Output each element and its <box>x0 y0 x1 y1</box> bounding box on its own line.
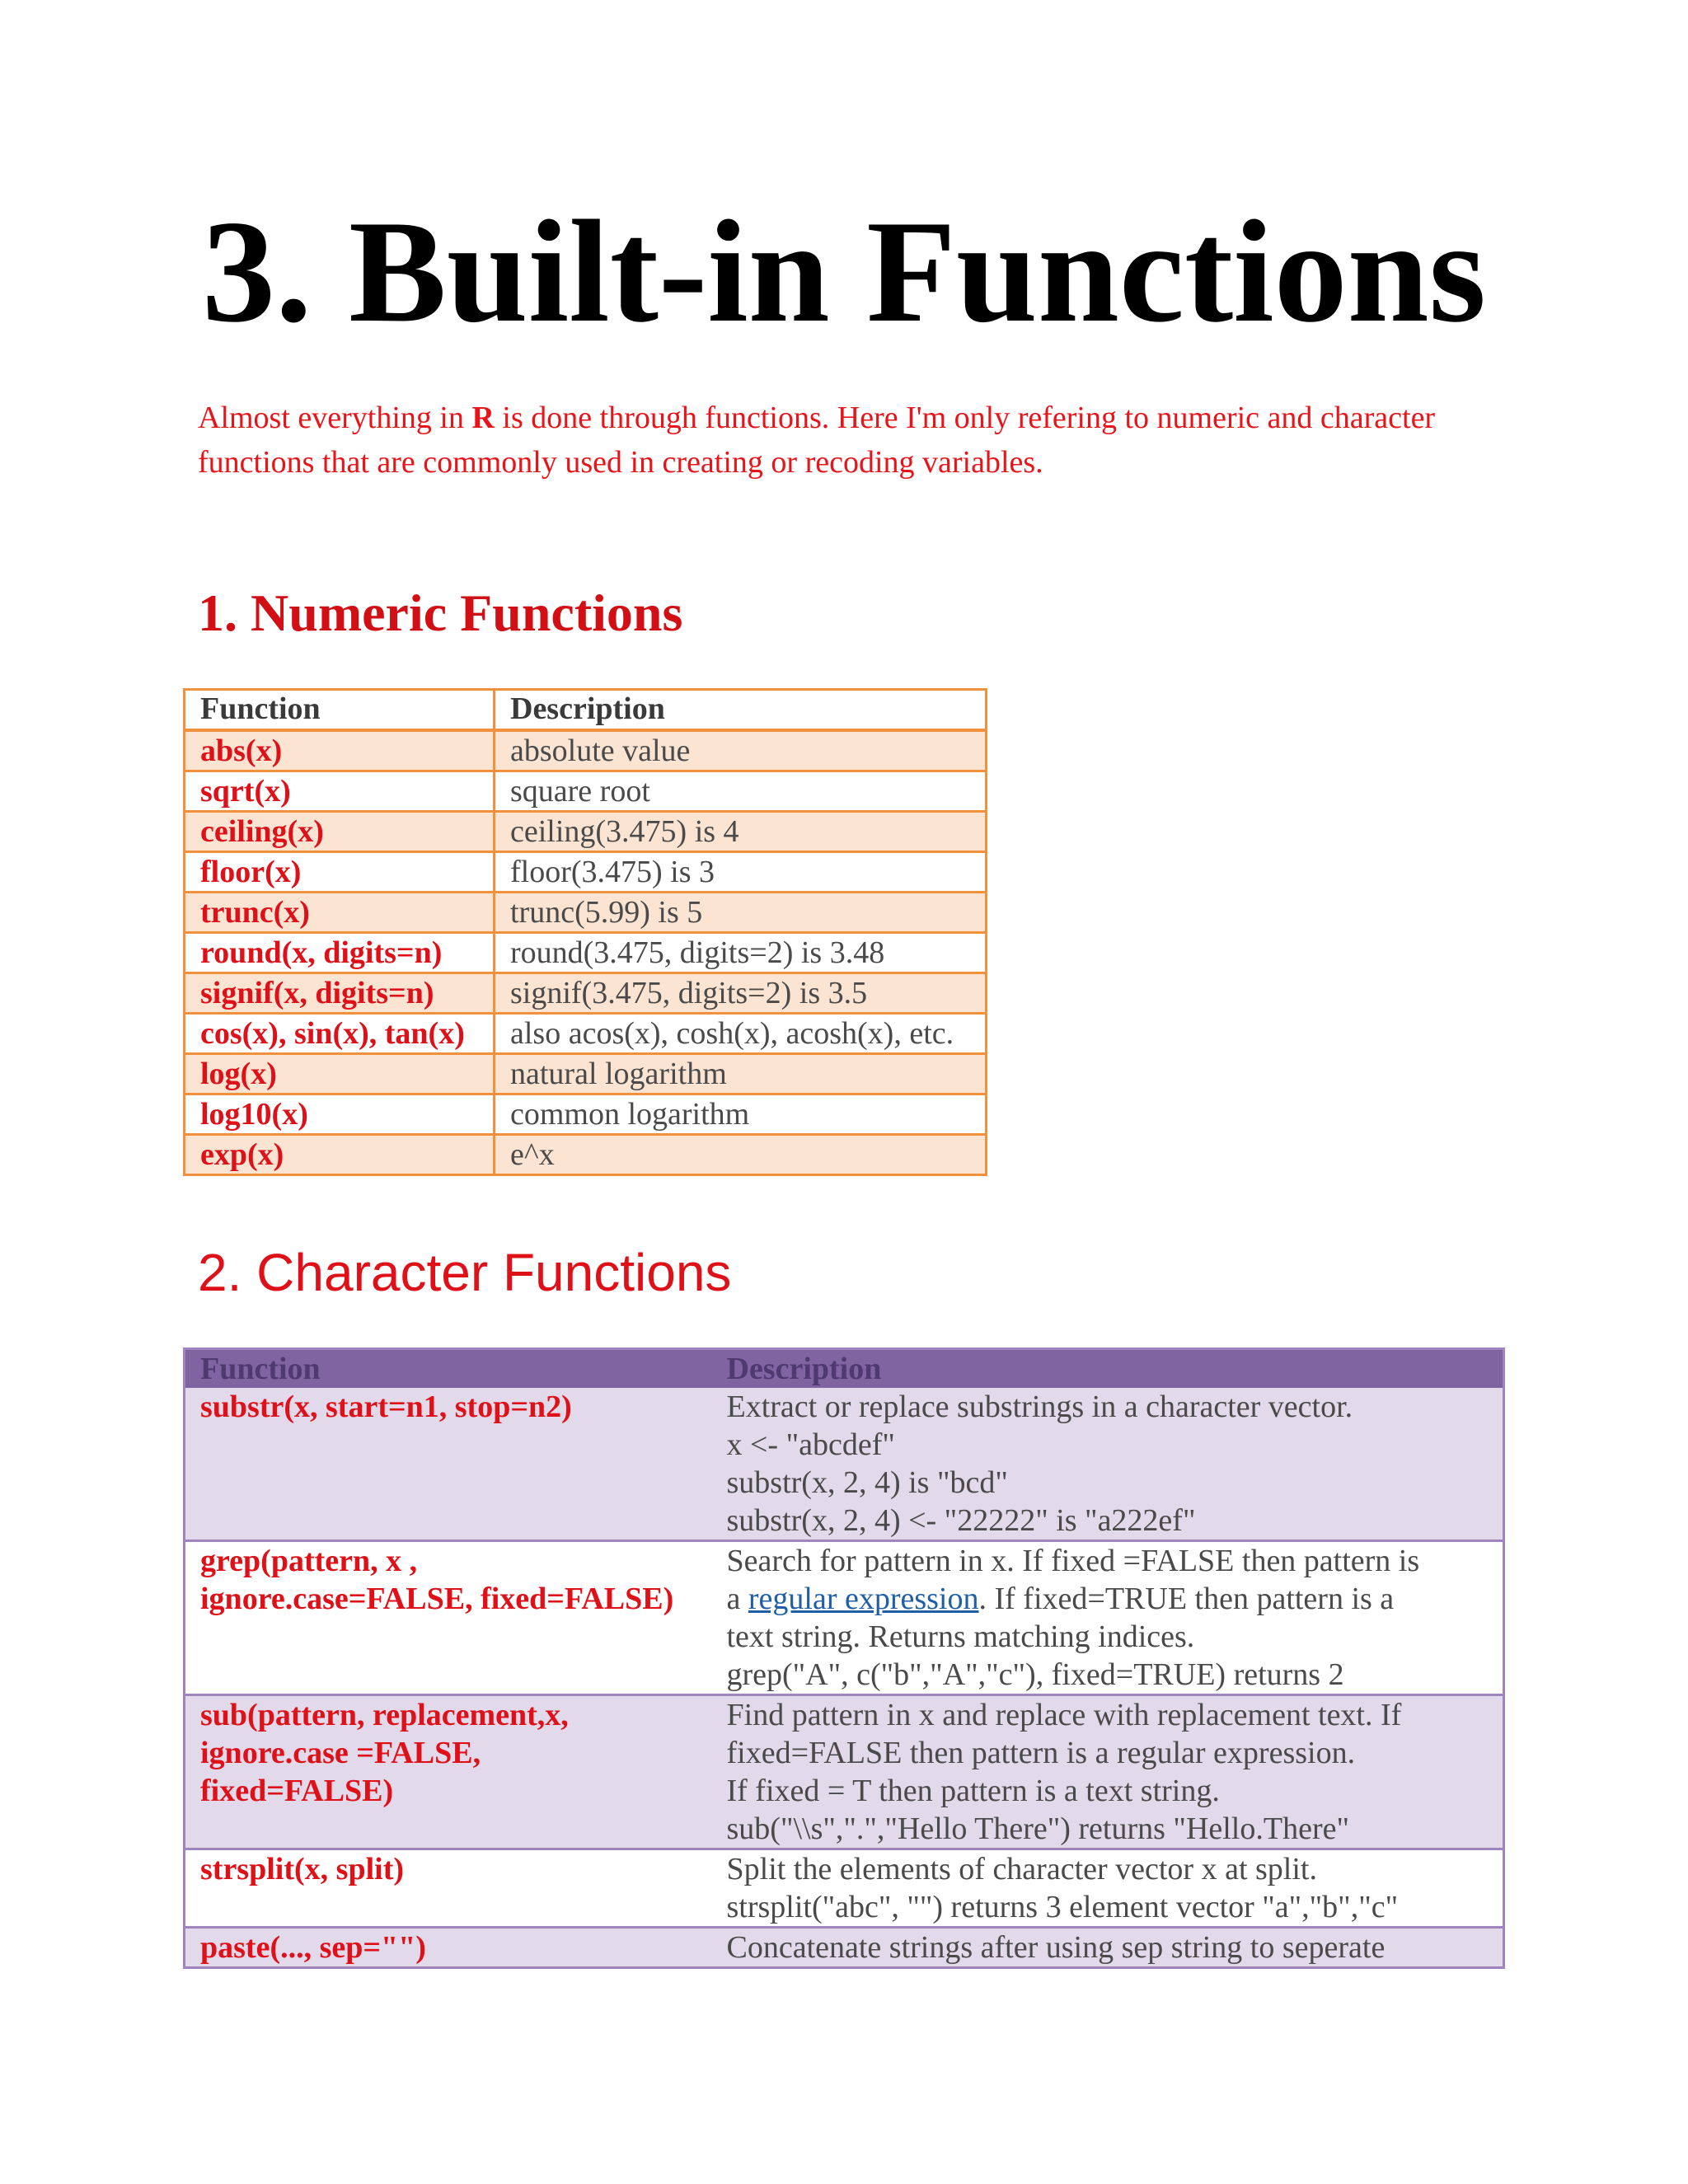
table-row <box>185 933 987 973</box>
function-cell: floor(x) <box>185 852 495 893</box>
function-cell: sqrt(x) <box>185 771 495 812</box>
table-row <box>185 1541 1504 1695</box>
description-line: Search for pattern in x. If fixed =FALSE then pattern is <box>726 1544 1420 1578</box>
table-row <box>185 893 987 933</box>
table-row <box>185 1135 987 1175</box>
description-line: text string. Returns matching indices. <box>726 1619 1195 1654</box>
table-header-row <box>185 690 987 731</box>
function-cell: log10(x) <box>185 1094 495 1135</box>
function-line: strsplit(x, split) <box>200 1852 404 1886</box>
header-function: Function <box>185 1349 712 1389</box>
function-cell: abs(x) <box>185 730 495 771</box>
description-line: x <- "abcdef" <box>726 1427 895 1462</box>
description-line: sub("\\s",".","Hello There") returns "Hello.There" <box>726 1811 1349 1846</box>
function-cell <box>185 1541 712 1695</box>
numeric-functions-table <box>183 688 987 1176</box>
function-line: grep(pattern, x , <box>200 1544 418 1578</box>
page-title: 3. Built-in Functions <box>202 190 1486 353</box>
description-line: Concatenate strings after using sep string to seperate <box>726 1930 1386 1965</box>
table-row <box>185 852 987 893</box>
function-line: ignore.case=FALSE, fixed=FALSE) <box>200 1582 674 1616</box>
function-line: ignore.case =FALSE, <box>200 1736 481 1770</box>
intro-text-2: is done through functions. Here I'm only refering to numeric and character functions that are commonly used in creating or recoding variables. <box>198 401 1436 480</box>
description-cell: common logarithm <box>495 1094 987 1135</box>
character-functions-heading: 2. Character Functions <box>198 1243 732 1302</box>
description-text: a <box>726 1582 748 1616</box>
description-line: fixed=FALSE then pattern is a regular expression. <box>726 1736 1356 1770</box>
function-line: fixed=FALSE) <box>200 1774 394 1808</box>
table-row <box>185 1849 1504 1928</box>
table-row <box>185 812 987 852</box>
function-cell: ceiling(x) <box>185 812 495 852</box>
table-row <box>185 1054 987 1094</box>
table-row <box>185 1014 987 1054</box>
header-description: Description <box>712 1349 1504 1389</box>
description-cell <box>712 1928 1504 1968</box>
function-cell <box>185 1388 712 1541</box>
description-text: . If fixed=TRUE then pattern is a <box>978 1582 1395 1616</box>
table-row <box>185 771 987 812</box>
description-cell: also acos(x), cosh(x), acosh(x), etc. <box>495 1014 987 1054</box>
table-row <box>185 973 987 1014</box>
function-cell: signif(x, digits=n) <box>185 973 495 1014</box>
function-line: substr(x, start=n1, stop=n2) <box>200 1390 572 1424</box>
description-line: Extract or replace substrings in a character vector. <box>726 1390 1353 1424</box>
intro-bold-r: R <box>471 401 495 435</box>
table-header-row <box>185 1349 1504 1389</box>
description-line: substr(x, 2, 4) is "bcd" <box>726 1465 1008 1500</box>
description-line: Split the elements of character vector x at split. <box>726 1852 1317 1886</box>
function-cell <box>185 1928 712 1968</box>
table-row <box>185 1094 987 1135</box>
description-line: grep("A", c("b","A","c"), fixed=TRUE) returns 2 <box>726 1657 1344 1692</box>
description-line: If fixed = T then pattern is a text string. <box>726 1774 1220 1808</box>
description-cell: trunc(5.99) is 5 <box>495 893 987 933</box>
table-row <box>185 1695 1504 1849</box>
function-line: paste(..., sep="") <box>200 1930 426 1965</box>
description-line-with-link <box>727 1580 1489 1618</box>
description-cell <box>712 1541 1504 1695</box>
description-cell: round(3.475, digits=2) is 3.48 <box>495 933 987 973</box>
description-cell <box>712 1388 1504 1541</box>
header-function: Function <box>185 690 495 731</box>
description-cell: floor(3.475) is 3 <box>495 852 987 893</box>
description-cell: natural logarithm <box>495 1054 987 1094</box>
intro-text-1: Almost everything in <box>198 401 472 435</box>
description-line: strsplit("abc", "") returns 3 element vector "a","b","c" <box>726 1890 1399 1924</box>
function-cell: log(x) <box>185 1054 495 1094</box>
description-cell: absolute value <box>495 730 987 771</box>
description-cell <box>712 1695 1504 1849</box>
description-cell: signif(3.475, digits=2) is 3.5 <box>495 973 987 1014</box>
function-cell: exp(x) <box>185 1135 495 1175</box>
function-line: sub(pattern, replacement,x, <box>200 1698 569 1732</box>
description-line: Find pattern in x and replace with replacement text. If <box>726 1698 1402 1732</box>
description-cell: e^x <box>495 1135 987 1175</box>
description-cell <box>712 1849 1504 1928</box>
description-cell: ceiling(3.475) is 4 <box>495 812 987 852</box>
header-description: Description <box>495 690 987 731</box>
table-row <box>185 730 987 771</box>
function-cell: round(x, digits=n) <box>185 933 495 973</box>
table-row <box>185 1928 1504 1968</box>
function-cell: cos(x), sin(x), tan(x) <box>185 1014 495 1054</box>
regular-expression-link[interactable]: regular expression <box>748 1582 979 1616</box>
table-row <box>185 1388 1504 1541</box>
character-functions-table <box>183 1347 1505 1969</box>
description-line: substr(x, 2, 4) <- "22222" is "a222ef" <box>726 1503 1196 1538</box>
description-cell: square root <box>495 771 987 812</box>
function-cell <box>185 1695 712 1849</box>
function-cell <box>185 1849 712 1928</box>
numeric-functions-heading: 1. Numeric Functions <box>198 583 683 642</box>
intro-paragraph <box>198 396 1484 485</box>
function-cell: trunc(x) <box>185 893 495 933</box>
